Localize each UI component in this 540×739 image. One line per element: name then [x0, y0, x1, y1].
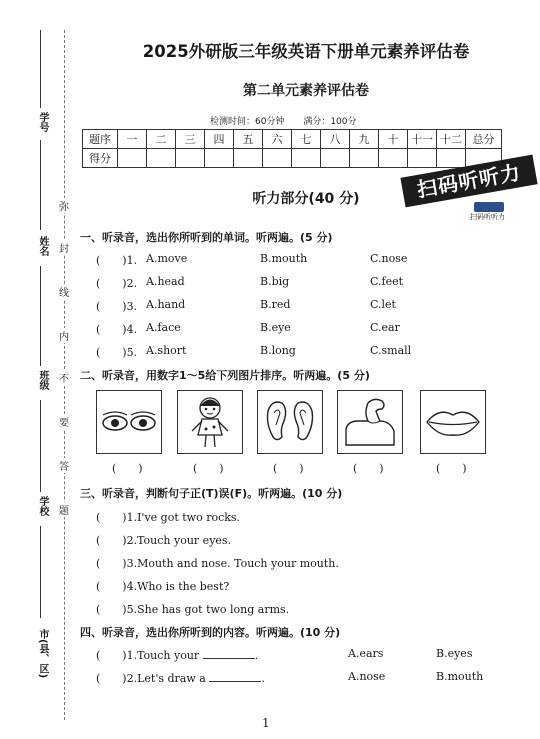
exam-title: 2025外研版三年级英语下册单元素养评估卷 — [142, 42, 470, 61]
option-b: B.eye — [260, 321, 291, 334]
option-b: B.long — [260, 344, 296, 357]
item-number[interactable]: ( )5. — [96, 346, 138, 359]
option-a: A.head — [146, 275, 185, 288]
section1-item — [96, 275, 536, 291]
student-id-label: 学号 — [37, 112, 48, 132]
score-cell: 十一 — [408, 130, 437, 149]
score-input-cell[interactable] — [147, 149, 176, 168]
option-b: B.eyes — [436, 647, 473, 660]
seal-char: 要 — [56, 414, 72, 429]
option-a: A.ears — [348, 647, 384, 660]
picture-answer-paren[interactable]: ( ) — [273, 462, 304, 475]
section4-item — [96, 647, 536, 663]
school-label: 学校 — [37, 496, 48, 516]
score-input-cell[interactable] — [234, 149, 263, 168]
class-label: 班级 — [37, 370, 48, 390]
eyes-icon — [97, 391, 161, 453]
score-cell: 题序 — [83, 130, 118, 149]
item-number[interactable] — [96, 647, 258, 663]
picture-answer-paren[interactable]: ( ) — [353, 462, 384, 475]
option-c: C.let — [370, 298, 396, 311]
tf-statement: ( )3.Mouth and nose. Touch your mouth. — [96, 557, 339, 570]
district-label: 市(县、区) — [37, 629, 48, 679]
score-input-cell[interactable] — [379, 149, 408, 168]
score-cell: 九 — [350, 130, 379, 149]
name-label: 姓名 — [37, 236, 48, 256]
item-number[interactable]: ( )1. — [96, 254, 138, 267]
exam-meta — [210, 114, 373, 127]
picture-girl — [177, 390, 243, 454]
item-end: . — [254, 649, 259, 662]
item-number[interactable]: ( )4. — [96, 323, 138, 336]
tf-statement: ( )5.She has got two long arms. — [96, 603, 290, 616]
score-cell: 五 — [234, 130, 263, 149]
section3-item[interactable] — [96, 532, 536, 548]
section1-item — [96, 344, 536, 360]
seal-char: 弥 — [56, 198, 72, 213]
line-3 — [40, 266, 41, 366]
score-cell: 十 — [379, 130, 408, 149]
score-cell: 八 — [321, 130, 350, 149]
option-b: B.red — [260, 298, 291, 311]
section4-title: 四、听录音，选出你所听到的内容。听两遍。(10 分) — [80, 626, 341, 639]
section2-title: 二、听录音，用数字1～5给下列图片排序。听两遍。(5 分) — [80, 369, 370, 382]
picture-ears — [257, 390, 323, 454]
item-number[interactable]: ( )3. — [96, 300, 138, 313]
seal-char: 不 — [56, 370, 72, 385]
score-input-cell[interactable] — [408, 149, 437, 168]
item-text: ( )1.Touch your — [96, 649, 200, 662]
listening-part-title: 听力部分(40 分) — [252, 191, 360, 207]
section3-item[interactable] — [96, 509, 536, 525]
picture-answer-paren[interactable]: ( ) — [436, 462, 467, 475]
score-input-cell[interactable] — [205, 149, 234, 168]
option-a: A.face — [146, 321, 181, 334]
section1-item — [96, 321, 536, 337]
student-id-line — [40, 30, 41, 108]
section3-item[interactable] — [96, 555, 536, 571]
score-cell: 四 — [205, 130, 234, 149]
exam-subtitle: 第二单元素养评估卷 — [243, 83, 369, 99]
seal-char: 答 — [56, 458, 72, 473]
tf-statement: ( )4.Who is the best? — [96, 580, 230, 593]
option-c: C.ear — [370, 321, 400, 334]
score-table-header-row — [83, 130, 502, 149]
score-cell: 一 — [118, 130, 147, 149]
item-number[interactable]: ( )2. — [96, 277, 138, 290]
option-a: A.hand — [146, 298, 186, 311]
exam-full-score: 满分：100分 — [303, 117, 357, 127]
section1-item — [96, 252, 536, 268]
score-cell: 二 — [147, 130, 176, 149]
tf-statement: ( )2.Touch your eyes. — [96, 534, 232, 547]
score-input-cell[interactable] — [118, 149, 147, 168]
section3-title: 三、听录音，判断句子正(T)误(F)。听两遍。(10 分) — [80, 487, 343, 500]
section3-item[interactable] — [96, 578, 536, 594]
option-b: B.big — [260, 275, 290, 288]
item-number[interactable] — [96, 670, 265, 686]
score-input-cell[interactable] — [292, 149, 321, 168]
picture-arm — [337, 390, 403, 454]
option-b: B.mouth — [260, 252, 308, 265]
score-input-cell[interactable] — [437, 149, 466, 168]
option-a: A.short — [146, 344, 187, 357]
score-cell: 七 — [292, 130, 321, 149]
seal-char: 封 — [56, 240, 72, 255]
option-c: C.small — [370, 344, 412, 357]
section1-title: 一、听录音，选出你所听到的单词。听两遍。(5 分) — [80, 231, 333, 244]
score-input-cell[interactable] — [321, 149, 350, 168]
option-c: C.feet — [370, 275, 404, 288]
section4-item — [96, 670, 536, 686]
picture-answer-paren[interactable]: ( ) — [112, 462, 143, 475]
score-cell: 十二 — [437, 130, 466, 149]
score-row-label: 得分 — [83, 149, 118, 168]
line-4 — [40, 400, 41, 492]
picture-mouth — [420, 390, 486, 454]
score-input-cell[interactable] — [263, 149, 292, 168]
picture-answer-paren[interactable]: ( ) — [193, 462, 224, 475]
score-cell: 总分 — [466, 130, 502, 149]
tf-statement: ( )1.I've got two rocks. — [96, 511, 241, 524]
option-b: B.mouth — [436, 670, 484, 683]
score-cell: 六 — [263, 130, 292, 149]
answer-blank[interactable] — [203, 648, 255, 659]
binding-margin — [0, 0, 76, 739]
item-text: ( )2.Let's draw a — [96, 672, 206, 685]
section3-item[interactable] — [96, 601, 536, 617]
score-cell: 三 — [176, 130, 205, 149]
score-table — [82, 129, 502, 168]
seal-char: 内 — [56, 328, 72, 343]
answer-blank[interactable] — [209, 671, 261, 682]
section1-item — [96, 298, 536, 314]
option-c: C.nose — [370, 252, 408, 265]
option-a: A.nose — [348, 670, 386, 683]
arm-icon — [338, 391, 402, 453]
seal-char: 题 — [56, 502, 72, 517]
girl-icon — [178, 391, 242, 453]
page-number: 1 — [262, 716, 270, 730]
line-2 — [40, 140, 41, 230]
picture-eyes — [96, 390, 162, 454]
stamp-subtext: 扫码听听力 — [470, 213, 505, 221]
option-a: A.move — [146, 252, 188, 265]
score-input-cell[interactable] — [350, 149, 379, 168]
ears-icon — [258, 391, 322, 453]
scan-listen-stamp[interactable]: 扫码听听力 — [400, 155, 537, 208]
item-end: . — [261, 672, 265, 685]
mouth-icon — [421, 391, 485, 453]
score-table-score-row — [83, 149, 502, 168]
exam-time: 检测时间：60分钟 — [210, 117, 285, 127]
line-5 — [40, 526, 41, 618]
score-input-cell[interactable] — [176, 149, 205, 168]
seal-char: 线 — [56, 284, 72, 299]
